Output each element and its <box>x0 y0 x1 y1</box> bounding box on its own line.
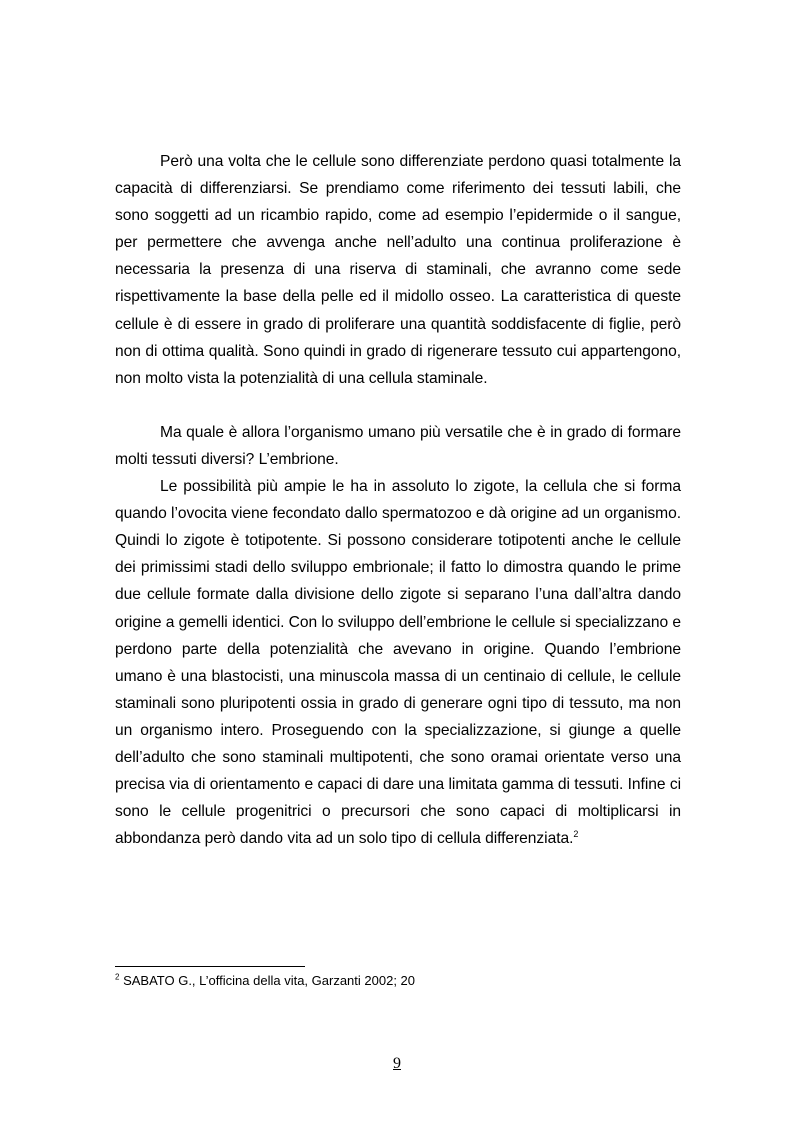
footnote-reference[interactable]: 2 <box>573 829 579 840</box>
body-text <box>115 148 681 852</box>
footnote-text: SABATO G., L’officina della vita, Garzanti 2002; 20 <box>119 973 416 988</box>
page-number: 9 <box>393 1055 401 1072</box>
paragraph-3 <box>115 473 681 852</box>
footnote-number: 2 <box>115 972 120 982</box>
paragraph-1: Però una volta che le cellule sono differenziate perdono quasi totalmente la capacità di differenziarsi. Se prendiamo come riferimento dei tessuti labili, che sono soggetti ad un ricambio rapido, come ad esempio l’epidermide o il sangue, per permettere che avvenga anche nell’adulto una continua proliferazione è necessaria la presenza di una riserva di staminali, che avranno come sede rispettivamente la base della pelle ed il midollo osseo. La caratteristica di queste cellule è di essere in grado di proliferare una quantità soddisfacente di figlie, però non di ottima qualità. Sono quindi in grado di rigenerare tessuto cui appartengono, non molto vista la potenzialità di una cellula staminale. <box>115 153 681 387</box>
paragraph-gap <box>115 392 681 419</box>
footnote-separator <box>115 966 305 967</box>
paragraph-2: Ma quale è allora l’organismo umano più versatile che è in grado di formare molti tessuti diversi? L’embrione. <box>115 423 681 468</box>
paragraph-3-text: Le possibilità più ampie le ha in assoluto lo zigote, la cellula che si forma quando l’ovocita viene fecondato dallo spermatozoo e dà origine ad un organismo. Quindi lo zigote è totipotente. Si possono considerare totipotenti anche le cellule dei primissimi stadi dello sviluppo embrionale; il fatto lo dimostra quando le prime due cellule formate dalla divisione dello zigote si separano l’una dall’altra dando origine a gemelli identici. Con lo sviluppo dell’embrione le cellule si specializzano e perdono parte della potenzialità che avevano in origine. Quando l’embrione umano è una blastocisti, una minuscola massa di un centinaio di cellule, le cellule staminali sono pluripotenti ossia in grado di generare ogni tipo di tessuto, ma non un organismo intero. Proseguendo con la specializzazione, si giunge a quelle dell’adulto che sono staminali multipotenti, che sono oramai orientate verso una precisa via di orientamento e capaci di dare una limitata gamma di tessuti. Infine ci sono le cellule progenitrici o precursori che sono capaci di moltiplicarsi in abbondanza però dando vita ad un solo tipo di cellula differenziata. <box>115 478 681 848</box>
footnote <box>115 973 415 989</box>
